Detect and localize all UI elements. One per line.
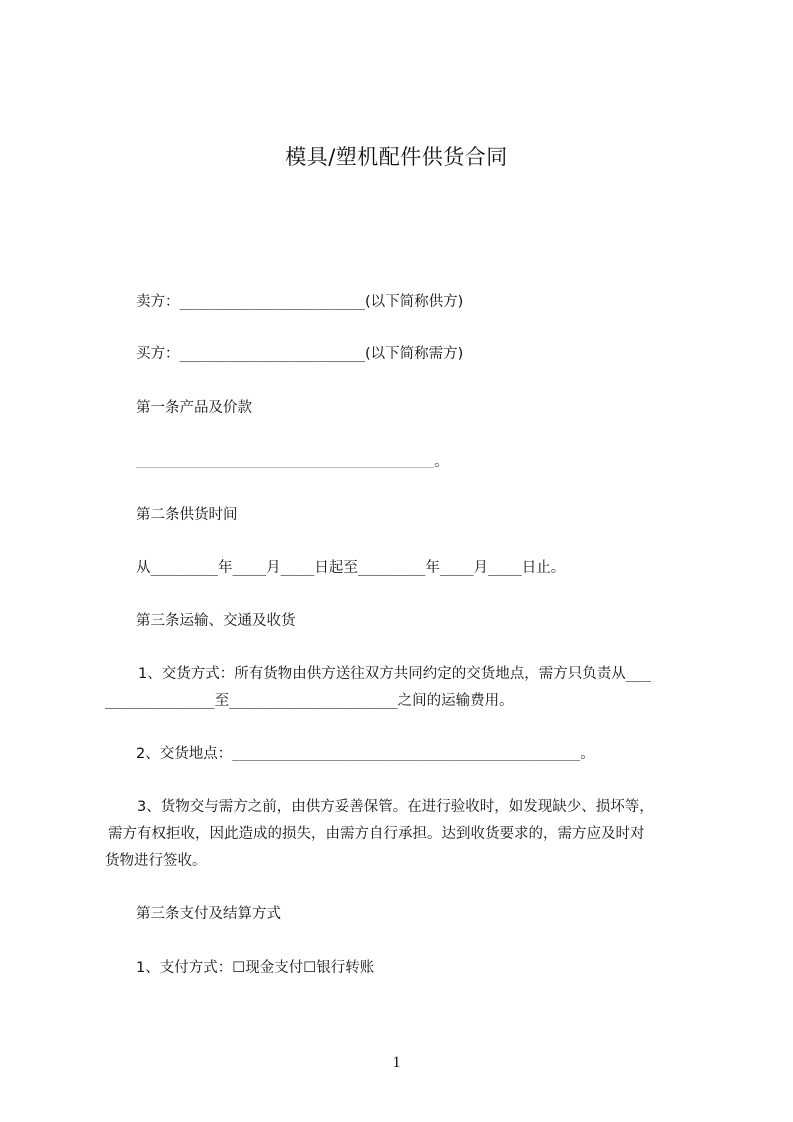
seller-label: 卖方： xyxy=(136,294,180,310)
buyer-note: (以下简称需方) xyxy=(364,346,464,362)
article1-end: 。 xyxy=(434,454,449,470)
seller-line xyxy=(136,291,463,313)
end-month-blank[interactable]: ____ xyxy=(439,560,474,576)
article1-blank[interactable]: ___________________________________________________________________ xyxy=(136,459,435,468)
item1-blank-a[interactable]: ___ xyxy=(625,666,652,682)
start-day-text: 日起至 xyxy=(314,560,358,576)
article3-item3-line1: 3、货物交与需方之前，由供方妥善保管。在进行验收时，如发现缺少、损坏等， xyxy=(137,799,654,815)
page-number: 1 xyxy=(392,1054,401,1071)
end-day-text: 日止。 xyxy=(521,560,566,576)
payment-label: 1、支付方式： xyxy=(136,960,233,976)
article1-blank-line xyxy=(136,451,449,475)
buyer-blank[interactable]: ______________________ xyxy=(179,346,365,362)
item1-blank-c[interactable]: ____________________ xyxy=(229,693,398,709)
article2-period-line xyxy=(136,557,565,579)
bank-checkbox[interactable]: ☐ xyxy=(303,960,317,976)
article3-item3-line2: 需方有权拒收，因此造成的损失，由需方自行承担。达到收货要求的，需方应及时对 xyxy=(108,826,645,842)
start-month-blank[interactable]: ____ xyxy=(232,560,267,576)
item2-label: 2、交货地点： xyxy=(136,746,233,762)
item1-blank-b[interactable]: _____________ xyxy=(105,693,215,709)
cash-option: 现金支付 xyxy=(245,960,304,976)
article3-item1-line1 xyxy=(138,663,651,685)
start-year-blank[interactable]: ________ xyxy=(150,560,218,576)
item1-to: 至 xyxy=(214,693,230,709)
article2-heading: 第二条供货时间 xyxy=(136,507,238,523)
article3-item3-line3: 货物进行签收。 xyxy=(105,853,207,869)
end-year-blank[interactable]: ________ xyxy=(357,560,426,576)
item2-blank[interactable]: _______________________________________________ xyxy=(232,747,581,761)
item1-end: 之间的运输费用。 xyxy=(397,693,514,709)
end-year-text: 年 xyxy=(425,560,440,576)
item2-end: 。 xyxy=(580,746,595,762)
article3-item2-line xyxy=(136,743,595,765)
end-day-blank[interactable]: ____ xyxy=(488,560,522,576)
article4-heading: 第三条支付及结算方式 xyxy=(136,906,281,922)
end-month-text: 月 xyxy=(473,560,489,576)
start-year-text: 年 xyxy=(217,560,233,576)
buyer-label: 买方： xyxy=(136,346,180,362)
article3-heading: 第三条运输、交通及收货 xyxy=(136,613,296,629)
buyer-line xyxy=(136,343,463,365)
seller-note: (以下简称供方) xyxy=(364,294,464,310)
seller-blank[interactable]: ______________________ xyxy=(179,294,365,310)
bank-option: 银行转账 xyxy=(316,960,375,976)
document-title: 模具/塑机配件供货合同 xyxy=(285,145,508,169)
period-from-text: 从 xyxy=(136,560,151,576)
article3-item1-line2 xyxy=(105,690,514,712)
payment-method-line xyxy=(136,957,374,979)
article1-heading: 第一条产品及价款 xyxy=(136,400,252,416)
cash-checkbox[interactable]: ☐ xyxy=(232,960,246,976)
start-month-text: 月 xyxy=(266,560,281,576)
start-day-blank[interactable]: ____ xyxy=(280,560,315,576)
item1-text: 1、交货方式：所有货物由供方送往双方共同约定的交货地点，需方只负责从 xyxy=(138,666,626,682)
